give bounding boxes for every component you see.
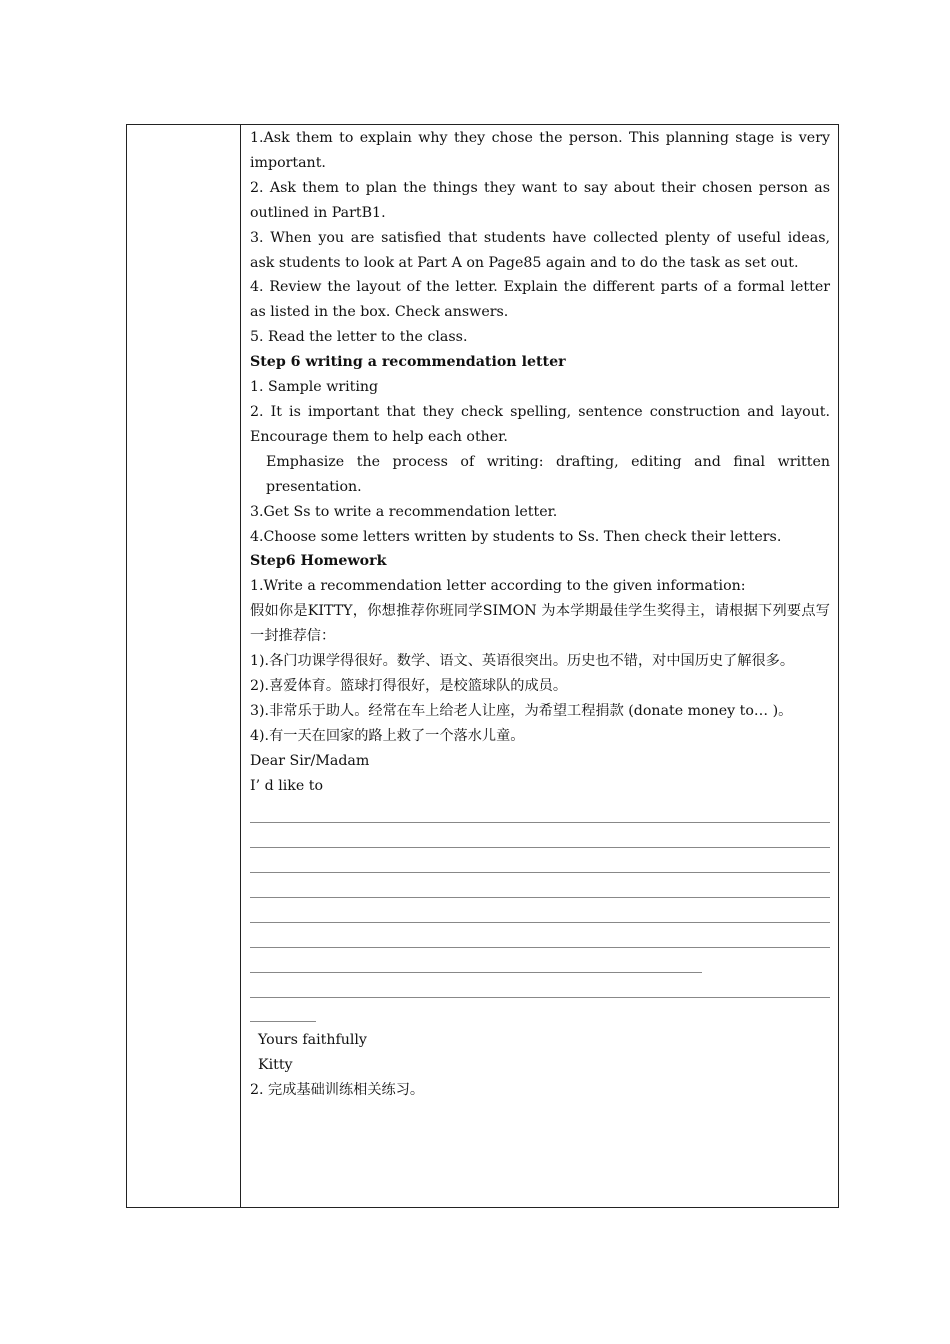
- letter-closing: Yours faithfully: [258, 1032, 367, 1049]
- point-2: 2).喜爱体育。篮球打得很好，是校篮球队的成员。: [250, 677, 568, 694]
- step-item-4: 4. Review the layout of the letter. Explain the different parts of a formal letter as listed in the box. Check answers.: [250, 279, 830, 321]
- homework-item-1: 1.Write a recommendation letter according to the given information:: [250, 578, 746, 595]
- answer-line: [250, 1004, 830, 1029]
- writing-item-2: 2. It is important that they check spelling, sentence construction and layout. Encourage them to help each other.: [250, 403, 830, 445]
- letter-opening: I’ d like to: [250, 777, 324, 794]
- answer-line: [250, 929, 830, 954]
- answer-line: [250, 879, 830, 904]
- answer-line: [250, 979, 830, 1004]
- homework-instructions-cn: 假如你是KITTY，你想推荐你班同学SIMON 为本学期最佳学生奖得主，请根据下列要点写一封推荐信：: [250, 603, 830, 645]
- point-4: 4).有一天在回家的路上救了一个落水儿童。: [250, 727, 525, 744]
- letter-greeting: Dear Sir/Madam: [250, 752, 370, 769]
- homework-heading: Step6 Homework: [250, 553, 387, 570]
- letter-signature: Kitty: [258, 1057, 293, 1074]
- answer-line: [250, 804, 830, 829]
- point-1: 1).各门功课学得很好。数学、语文、英语很突出。历史也不错，对中国历史了解很多。: [250, 653, 795, 670]
- lesson-content-cell: [250, 126, 830, 1103]
- step-item-1: 1.Ask them to explain why they chose the person. This planning stage is very important.: [250, 130, 830, 171]
- answer-line: [250, 954, 830, 979]
- writing-emphasis: Emphasize the process of writing: drafting, editing and final written presentation.: [266, 453, 830, 495]
- point-3: 3).非常乐于助人。经常在车上给老人让座，为希望工程捐款 (donate money to… )。: [250, 702, 793, 719]
- answer-line: [250, 854, 830, 879]
- step6-heading: Step 6 writing a recommendation letter: [250, 354, 566, 371]
- step-item-2: 2. Ask them to plan the things they want to say about their chosen person as outlined in PartB1.: [250, 179, 830, 221]
- step-item-5: 5. Read the letter to the class.: [250, 329, 468, 346]
- answer-line: [250, 904, 830, 929]
- homework-item-2: 2. 完成基础训练相关练习。: [250, 1082, 425, 1099]
- step-item-3: 3. When you are satisfied that students have collected plenty of useful ideas, ask students to look at Part A on Page85 again and to do the task as set out.: [250, 229, 830, 271]
- writing-item-3: 3.Get Ss to write a recommendation letter.: [250, 503, 558, 520]
- answer-line: [250, 829, 830, 854]
- writing-item-1: 1. Sample writing: [250, 379, 379, 396]
- writing-item-4: 4.Choose some letters written by students to Ss. Then check their letters.: [250, 528, 782, 545]
- column-divider: [240, 124, 241, 1208]
